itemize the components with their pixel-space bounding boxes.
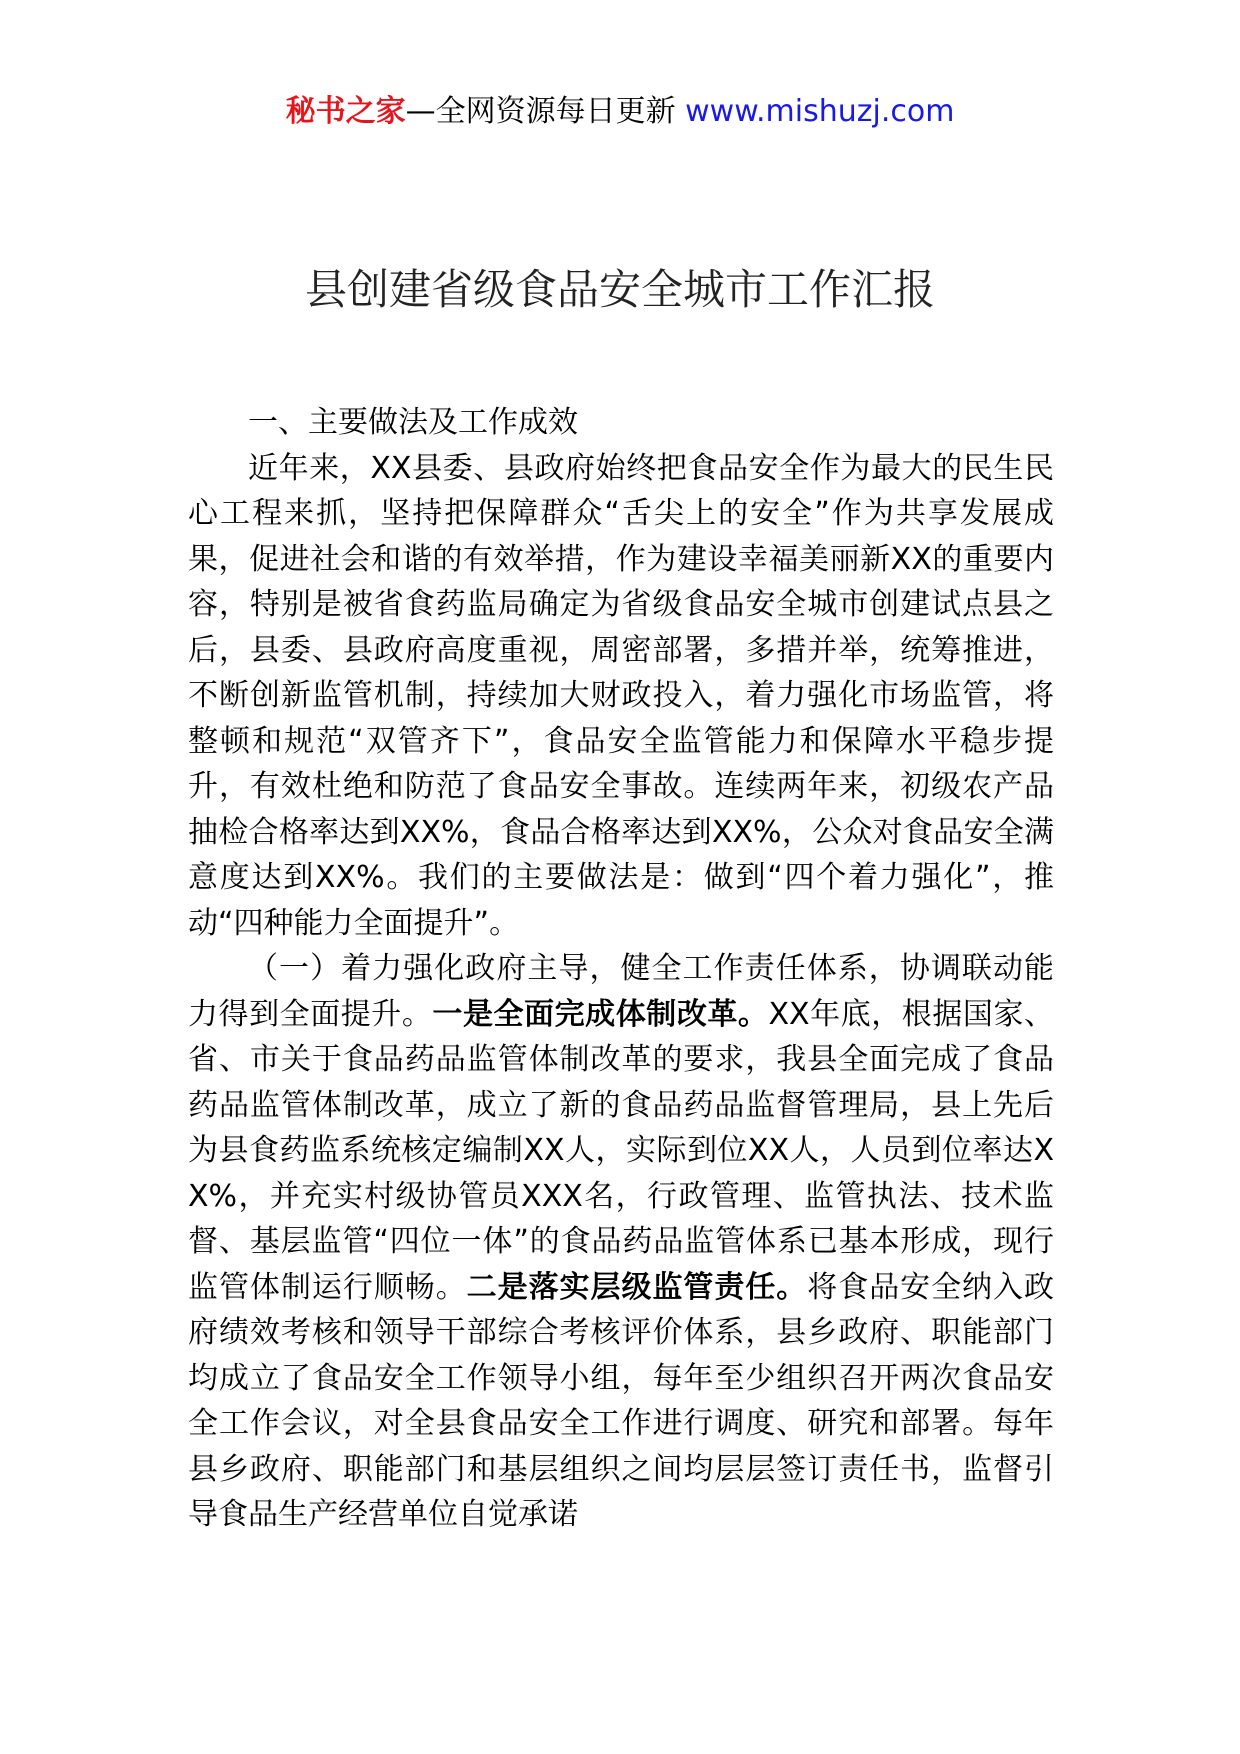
site-tagline: —全网资源每日更新	[405, 94, 676, 129]
paragraph-2-bold-1: 一是全面完成体制改革。	[432, 996, 769, 1032]
paragraph-2-text-2: 将食品安全纳入政府绩效考核和领导干部综合考核评价体系，县乡政府、职能部门均成立了食品安全工作领导小组，每年至少组织召开两次食品安全工作会议，对全县食品安全工作进行调度、研究和部署。每年县乡政府、职能部门和基层组织之间均层层签订责任书，监督引导食品生产经营单位自觉承诺	[188, 1269, 1055, 1532]
paragraph-2-bold-2: 二是落实层级监管责任。	[466, 1269, 808, 1305]
section-heading: 一、主要做法及工作成效	[248, 405, 578, 440]
paragraph-2	[188, 946, 1054, 1538]
paragraph-1: 近年来，XX县委、县政府始终把食品安全作为最大的民生民心工程来抓，坚持把保障群众“舌尖上的安全”作为共享发展成果，促进社会和谐的有效举措，作为建设幸福美丽新XX的重要内容，特别是被省食药监局确定为省级食品安全城市创建试点县之后，县委、县政府高度重视，周密部署，多措并举，统筹推进，不断创新监管机制，持续加大财政投入，着力强化市场监管，将整顿和规范“双管齐下”，食品安全监管能力和保障水平稳步提升，有效杜绝和防范了食品安全事故。连续两年来，初级农产品抽检合格率达到XX%，食品合格率达到XX%，公众对食品安全满意度达到XX%。我们的主要做法是：做到“四个着力强化”，推动“四种能力全面提升”。	[188, 450, 1054, 941]
site-brand: 秘书之家	[285, 94, 406, 129]
paragraph-2-intro: （一）着力强化政府主导，健全工作责任体系，协调联动能力得到全面提升。	[188, 951, 1054, 1032]
site-header	[0, 92, 1240, 132]
document-title: 县创建省级食品安全城市工作汇报	[304, 265, 935, 314]
site-url-link[interactable]: www.mishuzj.com	[685, 94, 955, 129]
paragraph-2-text-1: XX年底，根据国家、省、市关于食品药品监管体制改革的要求，我县全面完成了食品药品监管体制改革，成立了新的食品药品监督管理局，县上先后为县食药监系统核定编制XX人，实际到位XX人，人员到位率达XX%，并充实村级协管员XXX名，行政管理、监管执法、技术监督、基层监管“四位一体”的食品药品监管体系已基本形成，现行监管体制运行顺畅。	[188, 996, 1055, 1305]
document-body	[188, 400, 1054, 1538]
